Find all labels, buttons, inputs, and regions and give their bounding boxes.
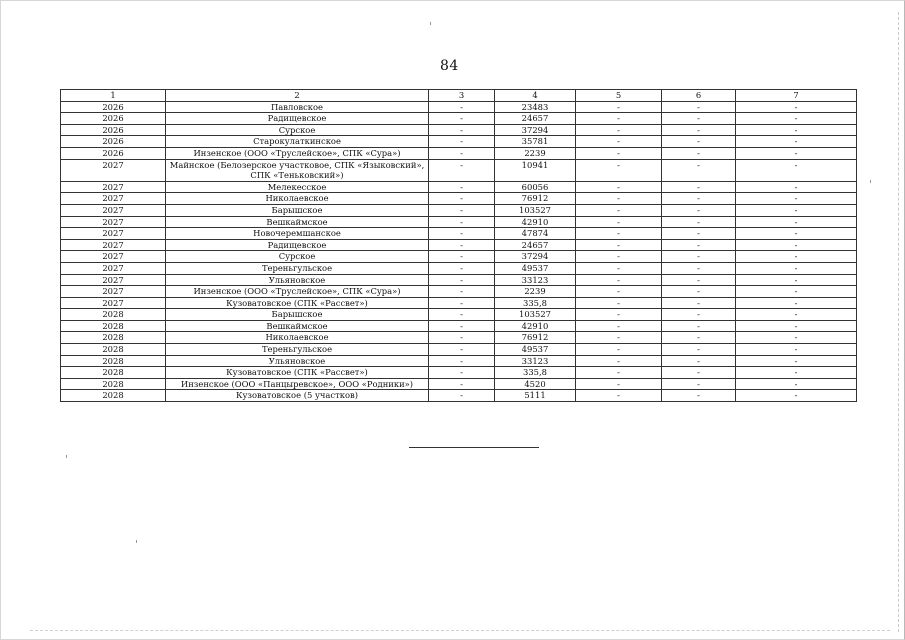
area-cell: 10941 xyxy=(495,159,576,181)
district-cell: Николаевское xyxy=(166,332,429,344)
col3-cell: - xyxy=(429,147,495,159)
area-cell: 335,8 xyxy=(495,297,576,309)
table-row xyxy=(61,309,857,321)
col3-cell: - xyxy=(429,159,495,181)
column-header: 7 xyxy=(736,90,857,102)
scan-speck xyxy=(136,540,137,543)
col3-cell: - xyxy=(429,355,495,367)
district-cell: Радищевское xyxy=(166,113,429,125)
col5-cell: - xyxy=(576,147,662,159)
year-cell: 2027 xyxy=(61,204,166,216)
year-cell: 2028 xyxy=(61,309,166,321)
area-cell: 33123 xyxy=(495,274,576,286)
col5-cell: - xyxy=(576,309,662,321)
col7-cell: - xyxy=(736,378,857,390)
col6-cell: - xyxy=(662,297,736,309)
col3-cell: - xyxy=(429,297,495,309)
col5-cell: - xyxy=(576,297,662,309)
district-cell: Инзенское (ООО «Труслейское», СПК «Сура») xyxy=(166,147,429,159)
area-cell: 60056 xyxy=(495,181,576,193)
table-row xyxy=(61,136,857,148)
table-row xyxy=(61,367,857,379)
table-row xyxy=(61,216,857,228)
year-cell: 2027 xyxy=(61,297,166,309)
col3-cell: - xyxy=(429,320,495,332)
area-cell: 5111 xyxy=(495,390,576,402)
col5-cell: - xyxy=(576,239,662,251)
table-row xyxy=(61,113,857,125)
col6-cell: - xyxy=(662,355,736,367)
district-cell: Сурское xyxy=(166,251,429,263)
area-cell: 49537 xyxy=(495,344,576,356)
district-cell: Барышское xyxy=(166,309,429,321)
district-cell: Майнское (Белозерское участковое, СПК «Языковский», СПК «Теньковский») xyxy=(166,159,429,181)
col7-cell: - xyxy=(736,297,857,309)
area-cell: 47874 xyxy=(495,228,576,240)
col7-cell: - xyxy=(736,320,857,332)
area-cell: 33123 xyxy=(495,355,576,367)
col5-cell: - xyxy=(576,320,662,332)
col7-cell: - xyxy=(736,193,857,205)
col6-cell: - xyxy=(662,204,736,216)
column-header: 5 xyxy=(576,90,662,102)
district-cell: Николаевское xyxy=(166,193,429,205)
district-cell: Новочеремшанское xyxy=(166,228,429,240)
col6-cell: - xyxy=(662,136,736,148)
col5-cell: - xyxy=(576,159,662,181)
col5-cell: - xyxy=(576,378,662,390)
col6-cell: - xyxy=(662,124,736,136)
col7-cell: - xyxy=(736,286,857,298)
scan-speck xyxy=(430,22,431,25)
area-cell: 42910 xyxy=(495,320,576,332)
col6-cell: - xyxy=(662,193,736,205)
col7-cell: - xyxy=(736,147,857,159)
col5-cell: - xyxy=(576,101,662,113)
area-cell: 2239 xyxy=(495,286,576,298)
table-row xyxy=(61,378,857,390)
col3-cell: - xyxy=(429,228,495,240)
area-cell: 49537 xyxy=(495,262,576,274)
area-cell: 103527 xyxy=(495,309,576,321)
year-cell: 2026 xyxy=(61,136,166,148)
col5-cell: - xyxy=(576,274,662,286)
year-cell: 2027 xyxy=(61,228,166,240)
area-cell: 335,8 xyxy=(495,367,576,379)
table-row xyxy=(61,251,857,263)
area-cell: 42910 xyxy=(495,216,576,228)
year-cell: 2027 xyxy=(61,286,166,298)
col6-cell: - xyxy=(662,378,736,390)
scan-speck xyxy=(870,180,871,183)
col5-cell: - xyxy=(576,286,662,298)
table-row xyxy=(61,344,857,356)
col5-cell: - xyxy=(576,113,662,125)
column-header: 6 xyxy=(662,90,736,102)
col6-cell: - xyxy=(662,332,736,344)
col7-cell: - xyxy=(736,239,857,251)
table-row xyxy=(61,355,857,367)
col5-cell: - xyxy=(576,367,662,379)
district-cell: Кузоватовское (5 участков) xyxy=(166,390,429,402)
col3-cell: - xyxy=(429,309,495,321)
page-number: 84 xyxy=(440,58,459,74)
col6-cell: - xyxy=(662,159,736,181)
table-header-row xyxy=(61,90,857,102)
col3-cell: - xyxy=(429,181,495,193)
col7-cell: - xyxy=(736,181,857,193)
year-cell: 2028 xyxy=(61,367,166,379)
area-cell: 37294 xyxy=(495,251,576,263)
year-cell: 2027 xyxy=(61,274,166,286)
col7-cell: - xyxy=(736,136,857,148)
col6-cell: - xyxy=(662,113,736,125)
district-cell: Ульяновское xyxy=(166,274,429,286)
col5-cell: - xyxy=(576,124,662,136)
column-header: 3 xyxy=(429,90,495,102)
district-cell: Павловское xyxy=(166,101,429,113)
table-row xyxy=(61,204,857,216)
year-cell: 2026 xyxy=(61,147,166,159)
col3-cell: - xyxy=(429,101,495,113)
col7-cell: - xyxy=(736,204,857,216)
col6-cell: - xyxy=(662,147,736,159)
table-row xyxy=(61,262,857,274)
year-cell: 2027 xyxy=(61,216,166,228)
col6-cell: - xyxy=(662,390,736,402)
col7-cell: - xyxy=(736,367,857,379)
table-row xyxy=(61,320,857,332)
col7-cell: - xyxy=(736,251,857,263)
col5-cell: - xyxy=(576,228,662,240)
col3-cell: - xyxy=(429,193,495,205)
year-cell: 2027 xyxy=(61,181,166,193)
col5-cell: - xyxy=(576,332,662,344)
col5-cell: - xyxy=(576,344,662,356)
year-cell: 2026 xyxy=(61,113,166,125)
year-cell: 2028 xyxy=(61,390,166,402)
col7-cell: - xyxy=(736,262,857,274)
col6-cell: - xyxy=(662,286,736,298)
col7-cell: - xyxy=(736,390,857,402)
col3-cell: - xyxy=(429,332,495,344)
col5-cell: - xyxy=(576,204,662,216)
district-cell: Тереньгульское xyxy=(166,344,429,356)
district-cell: Мелекесское xyxy=(166,181,429,193)
col6-cell: - xyxy=(662,344,736,356)
footer-rule xyxy=(409,447,539,448)
col7-cell: - xyxy=(736,274,857,286)
col3-cell: - xyxy=(429,204,495,216)
col6-cell: - xyxy=(662,181,736,193)
year-cell: 2027 xyxy=(61,262,166,274)
col5-cell: - xyxy=(576,181,662,193)
table-row xyxy=(61,181,857,193)
data-table-container xyxy=(60,89,856,402)
district-cell: Инзенское (ООО «Панцыревское», ООО «Родники») xyxy=(166,378,429,390)
column-header: 1 xyxy=(61,90,166,102)
col6-cell: - xyxy=(662,228,736,240)
year-cell: 2027 xyxy=(61,193,166,205)
col7-cell: - xyxy=(736,355,857,367)
col7-cell: - xyxy=(736,216,857,228)
table-row xyxy=(61,147,857,159)
col3-cell: - xyxy=(429,367,495,379)
district-cell: Сурское xyxy=(166,124,429,136)
area-cell: 103527 xyxy=(495,204,576,216)
year-cell: 2026 xyxy=(61,124,166,136)
col6-cell: - xyxy=(662,367,736,379)
col3-cell: - xyxy=(429,390,495,402)
col6-cell: - xyxy=(662,239,736,251)
district-cell: Радищевское xyxy=(166,239,429,251)
district-cell: Вешкаймское xyxy=(166,320,429,332)
col7-cell: - xyxy=(736,344,857,356)
col3-cell: - xyxy=(429,274,495,286)
area-cell: 24657 xyxy=(495,113,576,125)
col3-cell: - xyxy=(429,286,495,298)
col7-cell: - xyxy=(736,101,857,113)
col3-cell: - xyxy=(429,124,495,136)
year-cell: 2028 xyxy=(61,320,166,332)
col5-cell: - xyxy=(576,355,662,367)
year-cell: 2028 xyxy=(61,378,166,390)
col5-cell: - xyxy=(576,390,662,402)
district-cell: Старокулаткинское xyxy=(166,136,429,148)
col5-cell: - xyxy=(576,216,662,228)
year-cell: 2028 xyxy=(61,332,166,344)
area-cell: 76912 xyxy=(495,332,576,344)
col6-cell: - xyxy=(662,309,736,321)
district-cell: Инзенское (ООО «Труслейское», СПК «Сура») xyxy=(166,286,429,298)
data-table xyxy=(60,89,857,402)
table-row xyxy=(61,159,857,181)
col6-cell: - xyxy=(662,251,736,263)
area-cell: 76912 xyxy=(495,193,576,205)
col7-cell: - xyxy=(736,309,857,321)
area-cell: 23483 xyxy=(495,101,576,113)
district-cell: Кузоватовское (СПК «Рассвет») xyxy=(166,297,429,309)
col3-cell: - xyxy=(429,378,495,390)
district-cell: Вешкаймское xyxy=(166,216,429,228)
col3-cell: - xyxy=(429,344,495,356)
table-body xyxy=(61,101,857,401)
year-cell: 2028 xyxy=(61,355,166,367)
area-cell: 4520 xyxy=(495,378,576,390)
area-cell: 37294 xyxy=(495,124,576,136)
district-cell: Барышское xyxy=(166,204,429,216)
table-row xyxy=(61,286,857,298)
year-cell: 2026 xyxy=(61,101,166,113)
col6-cell: - xyxy=(662,216,736,228)
year-cell: 2027 xyxy=(61,239,166,251)
area-cell: 2239 xyxy=(495,147,576,159)
col3-cell: - xyxy=(429,113,495,125)
scan-edge-bottom xyxy=(30,630,890,631)
table-row xyxy=(61,228,857,240)
table-row xyxy=(61,124,857,136)
col5-cell: - xyxy=(576,136,662,148)
col5-cell: - xyxy=(576,193,662,205)
district-cell: Тереньгульское xyxy=(166,262,429,274)
year-cell: 2027 xyxy=(61,159,166,181)
col3-cell: - xyxy=(429,239,495,251)
table-row xyxy=(61,274,857,286)
col6-cell: - xyxy=(662,274,736,286)
table-row xyxy=(61,332,857,344)
scan-speck xyxy=(66,455,67,458)
year-cell: 2027 xyxy=(61,251,166,263)
col3-cell: - xyxy=(429,136,495,148)
col5-cell: - xyxy=(576,251,662,263)
area-cell: 35781 xyxy=(495,136,576,148)
scan-edge-right xyxy=(898,12,899,632)
table-row xyxy=(61,297,857,309)
col3-cell: - xyxy=(429,216,495,228)
area-cell: 24657 xyxy=(495,239,576,251)
col6-cell: - xyxy=(662,320,736,332)
column-header: 2 xyxy=(166,90,429,102)
col5-cell: - xyxy=(576,262,662,274)
table-row xyxy=(61,239,857,251)
col7-cell: - xyxy=(736,159,857,181)
col7-cell: - xyxy=(736,124,857,136)
col3-cell: - xyxy=(429,262,495,274)
table-row xyxy=(61,101,857,113)
col6-cell: - xyxy=(662,101,736,113)
col7-cell: - xyxy=(736,113,857,125)
district-cell: Ульяновское xyxy=(166,355,429,367)
table-row xyxy=(61,390,857,402)
col7-cell: - xyxy=(736,332,857,344)
column-header: 4 xyxy=(495,90,576,102)
table-row xyxy=(61,193,857,205)
col7-cell: - xyxy=(736,228,857,240)
district-cell: Кузоватовское (СПК «Рассвет») xyxy=(166,367,429,379)
year-cell: 2028 xyxy=(61,344,166,356)
col3-cell: - xyxy=(429,251,495,263)
col6-cell: - xyxy=(662,262,736,274)
